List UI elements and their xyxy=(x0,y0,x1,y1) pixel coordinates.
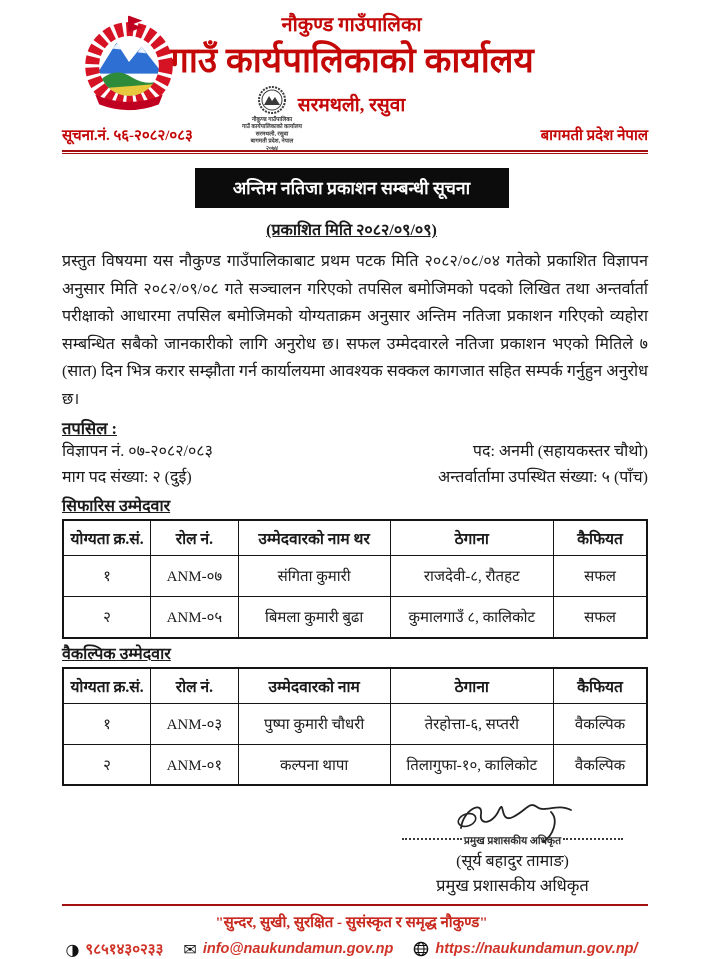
alternate-candidates-table xyxy=(62,667,648,787)
cell-remarks: वैकल्पिक xyxy=(554,744,647,785)
column-header: कैफियत xyxy=(554,668,647,704)
cell-roll-no: ANM-०५ xyxy=(151,597,239,638)
required-positions: माग पद संख्या: २ (दुई) xyxy=(62,469,192,487)
cell-roll-no: ANM-०३ xyxy=(151,703,239,744)
cell-remarks: सफल xyxy=(554,556,647,597)
column-header: उम्मेदवारको नाम xyxy=(238,668,390,704)
footer-divider xyxy=(62,904,648,906)
province-name: बागमती प्रदेश नेपाल xyxy=(540,128,648,145)
table-row xyxy=(63,703,647,744)
detail-row-1 xyxy=(62,439,648,465)
municipal-seal xyxy=(229,84,315,166)
column-header: ठेगाना xyxy=(390,668,554,704)
seal-line: नौकुण्ड गाउँपालिका xyxy=(251,116,293,123)
dotted-leader xyxy=(402,838,462,840)
website-contact xyxy=(413,941,637,957)
published-date: (प्रकाशित मिति २०८२/०९/०९) xyxy=(266,222,437,240)
phone-icon: ◑ xyxy=(65,939,80,959)
office-title: गाउँ कार्यपालिकाको कार्यालय xyxy=(169,41,534,80)
cell-roll-no: ANM-०७ xyxy=(151,556,239,597)
cell-address: राजदेवी-८, रौतहट xyxy=(390,556,554,597)
notice-body-paragraph: प्रस्तुत विषयमा यस नौकुण्ड गाउँपालिकाबाट प्रथम पटक मिति २०८२/०८/०४ गतेको प्रकाशित विज्ञापन अनुसार मिति २०८२/०९/०८ गते सञ्चालन गरिएको तपसिल बमोजिमको पदको लिखित तथा अन्तर्वार्ता परीक्षाको आधारमा तपसिल बमोजिमको योग्यताक्रम अनुसार अन्तिम नतिजा प्रकाशन गरिएको व्यहोरा सम्बन्धित सबैको जानकारीको लागि अनुरोध छ। सफल उम्मेदवारले नतिजा प्रकाशन भएको मितिले ७ (सात) दिन भित्र करार सम्झौता गर्न कार्यालयमा आवश्यक सक्कल कागजात सहित सम्पर्क गर्नुहुन अनुरोध छ। xyxy=(62,253,648,408)
email-address: info@naukundamun.gov.np xyxy=(202,941,394,958)
signatory-designation: प्रमुख प्रशासकीय अधिकृत xyxy=(436,876,589,896)
column-header: योग्यता क्र.सं. xyxy=(63,668,151,704)
column-header: रोल नं. xyxy=(151,520,239,556)
seal-line: गाउँ कार्यपालिकाको कार्यालय xyxy=(241,123,303,130)
recommended-candidates-title: सिफारिस उम्मेदवार xyxy=(62,498,171,516)
table-header-row xyxy=(63,520,647,556)
column-header: ठेगाना xyxy=(390,520,554,556)
detail-row-2 xyxy=(62,465,648,491)
cell-candidate-name: कल्पना थापा xyxy=(238,744,390,785)
seal-emblem-graphic xyxy=(255,84,289,116)
alternate-candidates-title: वैकल्पिक उम्मेदवार xyxy=(62,645,171,663)
table-row xyxy=(63,597,647,638)
cell-address: कुमालगाउँ ८, कालिकोट xyxy=(390,597,554,638)
column-header: योग्यता क्र.सं. xyxy=(63,520,151,556)
cell-roll-no: ANM-०१ xyxy=(151,744,239,785)
seal-line: २०७४ xyxy=(266,144,278,152)
contact-row xyxy=(0,939,703,959)
seal-line: सरमथली, रसुवा xyxy=(255,130,289,137)
cell-rank: २ xyxy=(63,597,151,638)
signature-stamp-line xyxy=(400,834,625,848)
municipality-slogan: "सुन्दर, सुखी, सुरक्षित - सुसंस्कृत र समृद्ध नौकुण्ड" xyxy=(215,915,488,932)
office-address: सरमथली, रसुवा xyxy=(297,95,406,117)
document-header xyxy=(0,0,703,154)
dotted-leader xyxy=(563,838,623,840)
table-row xyxy=(63,744,647,785)
cell-remarks: सफल xyxy=(554,597,647,638)
seal-line: बागमती प्रदेश, नेपाल xyxy=(250,137,294,145)
cell-rank: १ xyxy=(63,703,151,744)
column-header: रोल नं. xyxy=(151,668,239,704)
email-icon: ✉ xyxy=(183,939,197,959)
cell-rank: १ xyxy=(63,556,151,597)
tapasil-label: तपसिल : xyxy=(62,419,118,439)
cell-candidate-name: बिमला कुमारी बुढा xyxy=(238,597,390,638)
email-contact xyxy=(183,940,393,959)
cell-candidate-name: पुष्पा कुमारी चौधरी xyxy=(238,703,390,744)
interview-attendance: अन्तर्वार्तामा उपस्थित संख्या: ५ (पाँच) xyxy=(438,469,648,487)
cell-address: तिलागुफा-१०, कालिकोट xyxy=(390,744,554,785)
cell-rank: २ xyxy=(63,744,151,785)
notice-title-banner: अन्तिम नतिजा प्रकाशन सम्बन्धी सूचना xyxy=(195,168,509,208)
phone-contact xyxy=(65,939,163,959)
notice-meta-row xyxy=(0,125,703,145)
header-divider xyxy=(62,150,648,154)
cell-candidate-name: संगिता कुमारी xyxy=(238,556,390,597)
signatory-name: (सूर्य बहादुर तामाङ) xyxy=(456,853,569,871)
website-url: https://naukundamun.gov.np/ xyxy=(435,941,638,958)
column-header: उम्मेदवारको नाम थर xyxy=(238,520,390,556)
cell-address: तेरहोत्ता-६, सप्तरी xyxy=(390,703,554,744)
stamp-designation: प्रमुख प्रशासकीय अधिकृत xyxy=(463,836,562,848)
nepal-emblem-graphic xyxy=(76,12,182,114)
signature-block xyxy=(395,792,630,896)
table-header-row xyxy=(63,668,647,704)
globe-icon xyxy=(413,941,429,957)
notice-number: सूचना.नं. ५६-२०८२/०८३ xyxy=(62,128,193,145)
notice-content xyxy=(0,248,703,896)
nepal-emblem-logo xyxy=(76,12,182,114)
column-header: कैफियत xyxy=(554,520,647,556)
cell-remarks: वैकल्पिक xyxy=(554,703,647,744)
phone-number: ९८५१४३०२३३ xyxy=(85,942,164,959)
post-name: पद: अनमी (सहायकस्तर चौथो) xyxy=(472,443,648,461)
table-row xyxy=(63,556,647,597)
municipality-name: नौकुण्ड गाउँपालिका xyxy=(281,14,422,36)
advertisement-number: विज्ञापन नं. ०७-२०८२/०८३ xyxy=(62,443,213,461)
recommended-candidates-table xyxy=(62,519,648,639)
